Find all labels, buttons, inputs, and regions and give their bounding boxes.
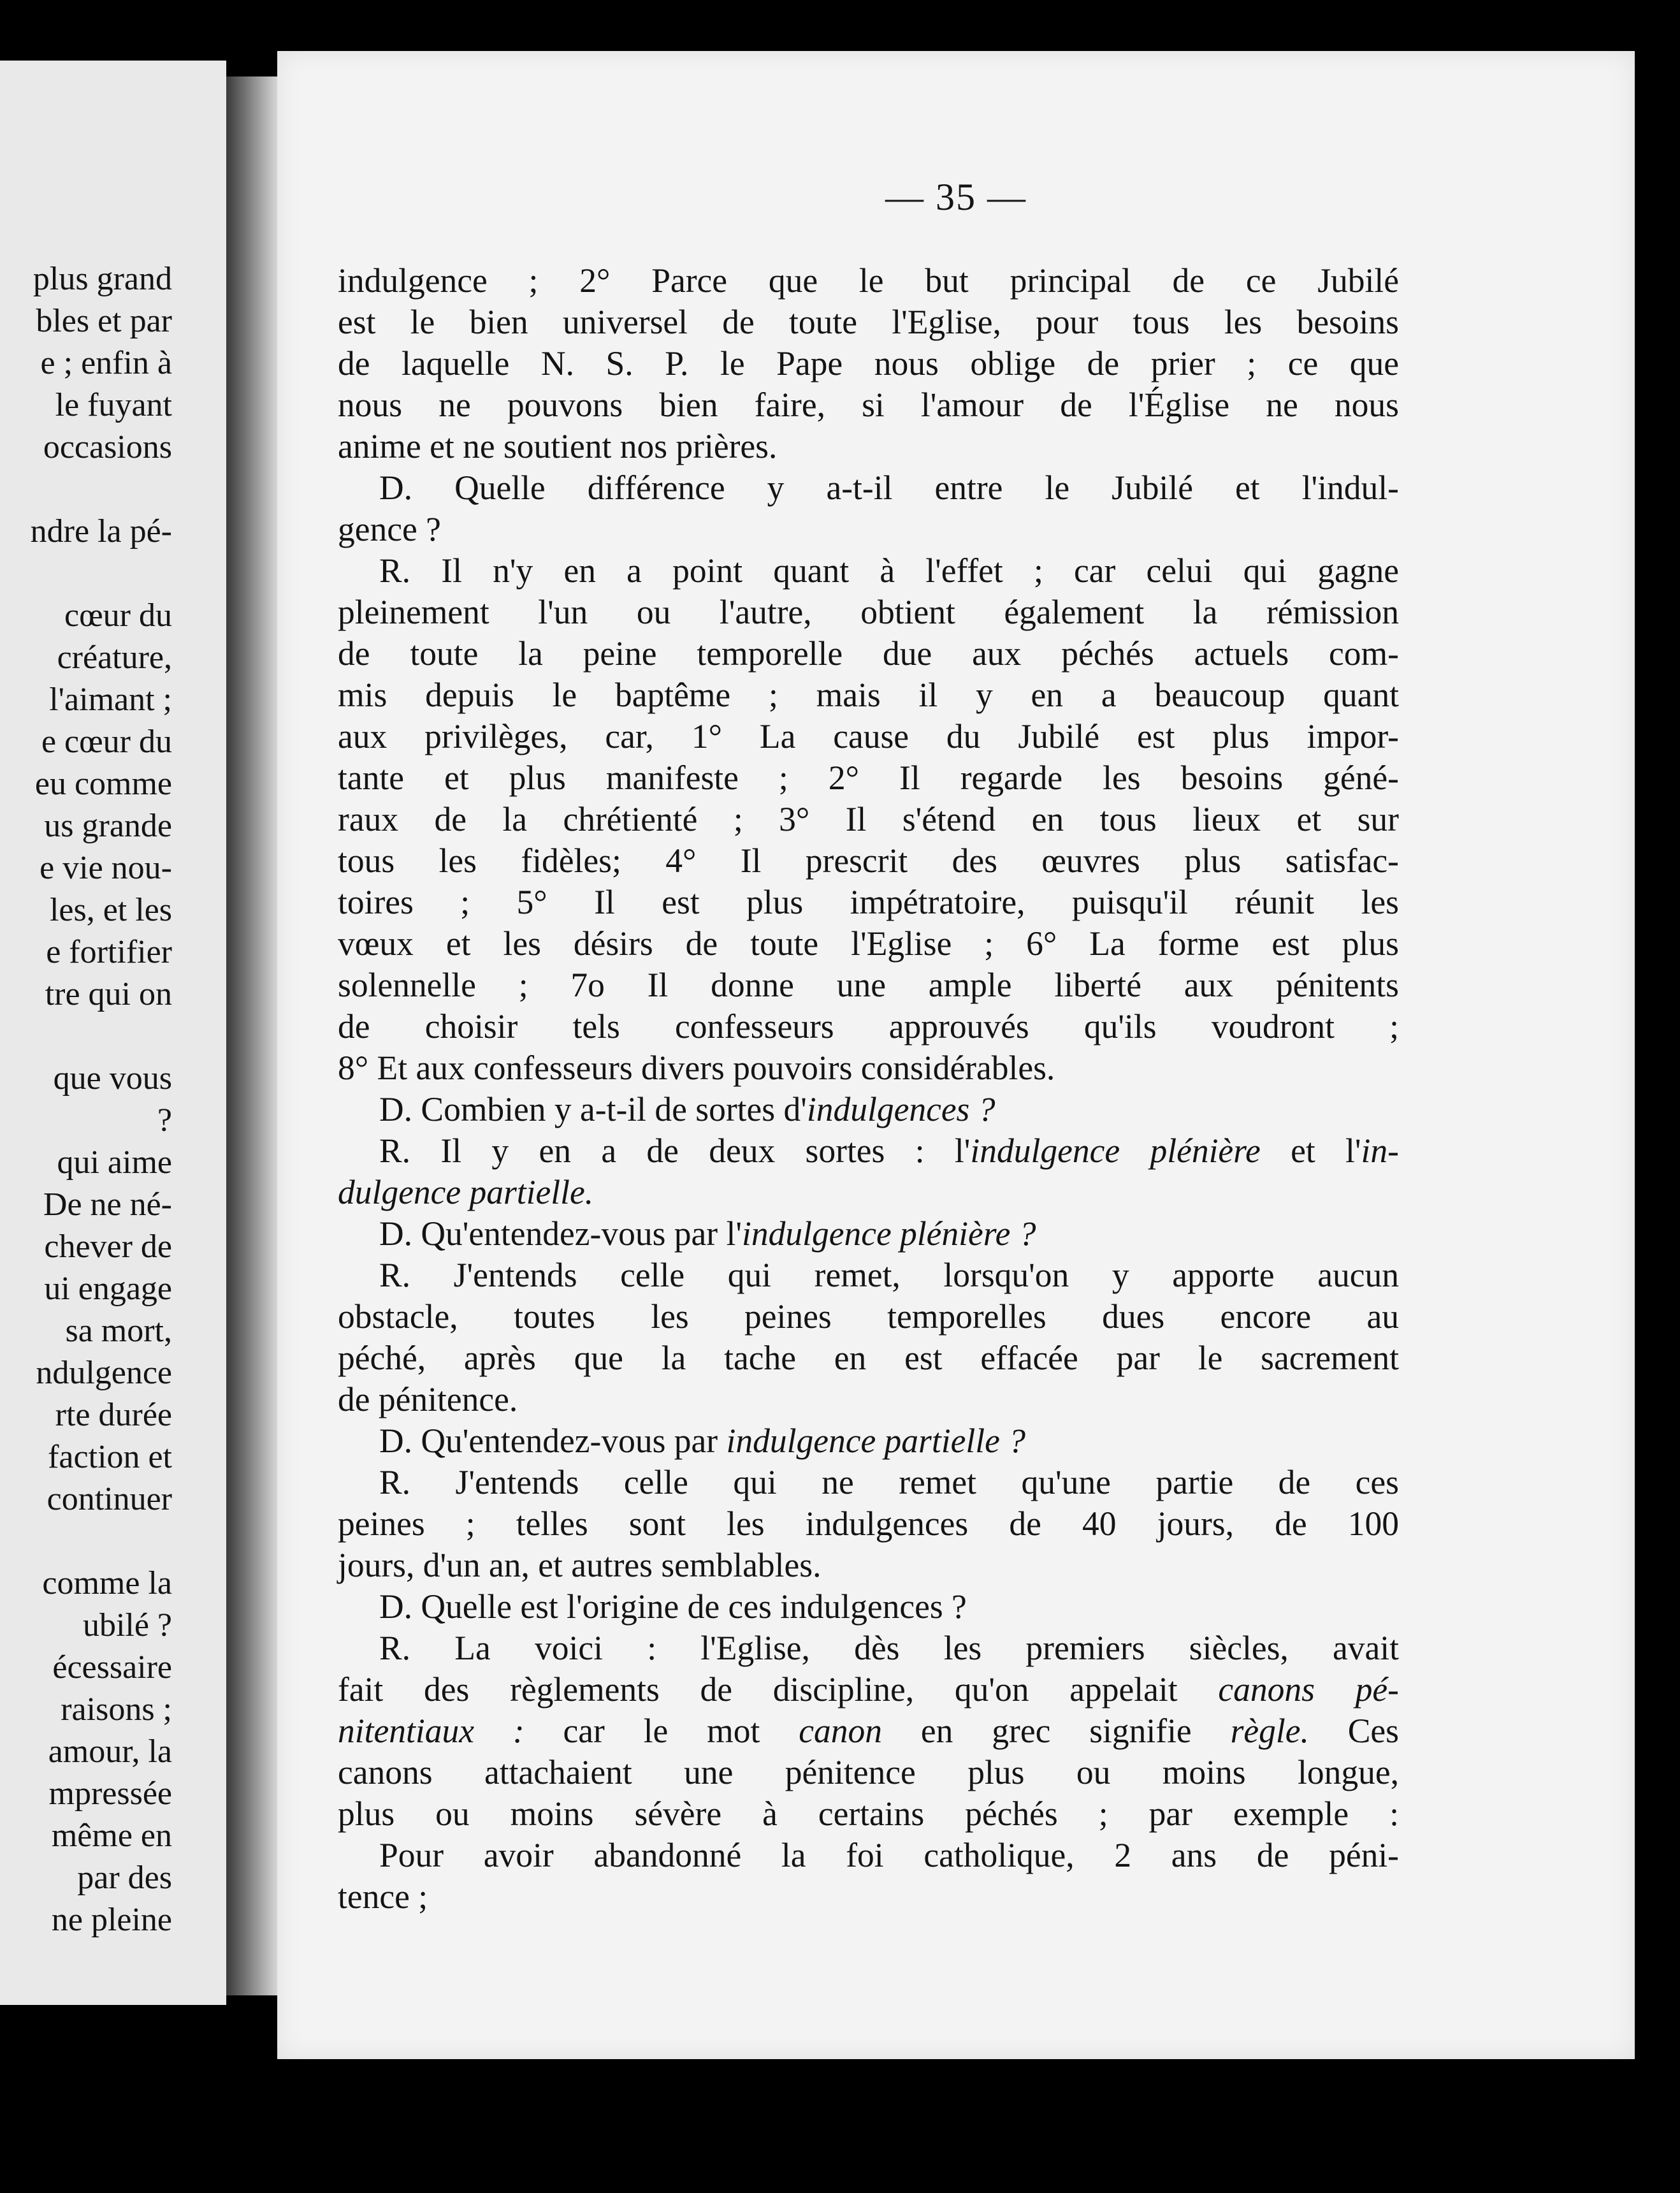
text-span: D. Qu'entendez-vous par l' (379, 1214, 742, 1253)
text-span: gence ? (338, 510, 441, 548)
text-span: D. Qu'entendez-vous par (379, 1422, 727, 1460)
text-line (338, 1130, 1399, 1172)
facing-page-line: ne pleine (51, 1902, 172, 1938)
text-span: anime et ne soutient nos prières. (338, 427, 778, 465)
facing-page-line: bles et par (36, 303, 172, 339)
text-span: toires ; 5° Il est plus impétratoire, puisqu'il réunit les (338, 883, 1399, 921)
facing-page-line: rte durée (55, 1397, 172, 1433)
text-span: R. J'entends celle qui remet, lorsqu'on y apporte aucun (379, 1256, 1399, 1294)
text-line (338, 1172, 1399, 1213)
facing-page-line: e ; enfin à (40, 345, 172, 381)
text-line (338, 1710, 1399, 1752)
text-span: mis depuis le baptême ; mais il y en a beaucoup quant (338, 676, 1399, 714)
text-span: R. La voici : l'Eglise, dès les premiers siècles, avait (379, 1629, 1399, 1667)
text-line (338, 1420, 1399, 1462)
text-span: péché, après que la tache en est effacée par le sacrement (338, 1339, 1399, 1377)
text-line (338, 426, 1399, 467)
text-line (338, 1296, 1399, 1337)
text-line (338, 1379, 1399, 1420)
text-line (338, 1793, 1399, 1835)
text-line (338, 467, 1399, 509)
text-line (338, 1752, 1399, 1793)
text-line (338, 1876, 1399, 1918)
body-text (338, 260, 1399, 1918)
facing-page (0, 61, 226, 2005)
text-line (338, 1669, 1399, 1710)
facing-page-line: tre qui on (45, 976, 172, 1012)
italic-text: indulgence partielle ? (726, 1422, 1025, 1460)
facing-page-line: e fortifier (46, 934, 172, 970)
text-line (338, 1628, 1399, 1669)
text-line (338, 1586, 1399, 1628)
facing-page-line: mpressée (48, 1775, 172, 1812)
facing-page-line (0, 1016, 172, 1058)
facing-page-line: e cœur du (41, 724, 172, 760)
italic-text: indulgences ? (806, 1090, 996, 1128)
facing-page-line: raisons ; (61, 1691, 172, 1728)
italic-text: in- (1361, 1132, 1399, 1170)
text-span: tous les fidèles; 4° Il prescrit des œuvres plus satisfac- (338, 841, 1399, 880)
italic-text: indulgence plénière (970, 1132, 1261, 1170)
text-span: de pénitence. (338, 1380, 518, 1418)
facing-page-line: plus grand (33, 261, 172, 297)
facing-page-line: les, et les (49, 892, 172, 928)
text-span: 8° Et aux confesseurs divers pouvoirs considérables. (338, 1049, 1055, 1087)
text-span: peines ; telles sont les indulgences de 40 jours, de 100 (338, 1504, 1399, 1543)
facing-page-line: par des (77, 1860, 172, 1896)
facing-page-line: us grande (44, 808, 172, 844)
text-line (338, 1089, 1399, 1130)
facing-page-line: De ne né- (43, 1186, 172, 1223)
italic-text: règle. (1230, 1712, 1309, 1750)
text-line (338, 1835, 1399, 1876)
facing-page-line: l'aimant ; (49, 681, 172, 718)
facing-page-line: continuer (47, 1481, 172, 1517)
text-line (338, 1006, 1399, 1047)
facing-page-line: e vie nou- (40, 850, 172, 886)
text-span: R. Il y en a de deux sortes : l' (379, 1132, 971, 1170)
text-line (338, 965, 1399, 1006)
italic-text: canons pé- (1218, 1670, 1399, 1708)
text-span: Ces (1308, 1712, 1399, 1750)
page (277, 51, 1635, 2059)
text-span: raux de la chrétienté ; 3° Il s'étend en tous lieux et sur (338, 800, 1399, 838)
text-span: car le mot (524, 1712, 799, 1750)
text-span: et l' (1260, 1132, 1361, 1170)
facing-page-line: ndulgence (36, 1355, 172, 1391)
facing-page-line: ui engage (44, 1271, 172, 1307)
text-span: en grec signifie (882, 1712, 1231, 1750)
text-span: tante et plus manifeste ; 2° Il regarde les besoins géné- (338, 759, 1399, 797)
text-span: de laquelle N. S. P. le Pape nous oblige de prier ; ce que (338, 344, 1399, 382)
text-line (338, 1462, 1399, 1503)
page-number: — 35 — (885, 176, 1027, 218)
text-span: de choisir tels confesseurs approuvés qu'ils voudront ; (338, 1007, 1399, 1046)
text-line (338, 550, 1399, 592)
text-line (338, 1047, 1399, 1089)
text-span: fait des règlements de discipline, qu'on appelait (338, 1670, 1219, 1708)
facing-page-line: le fuyant (55, 387, 172, 423)
italic-text: canon (799, 1712, 883, 1750)
text-span: R. J'entends celle qui ne remet qu'une partie de ces (379, 1463, 1399, 1501)
text-span: de toute la peine temporelle due aux péchés actuels com- (338, 634, 1399, 673)
text-span: aux privilèges, car, 1° La cause du Jubilé est plus impor- (338, 717, 1399, 755)
facing-page-line: occasions (43, 429, 172, 465)
text-line (338, 840, 1399, 882)
text-span: plus ou moins sévère à certains péchés ; par exemple : (338, 1795, 1399, 1833)
facing-page-line: ndre la pé- (30, 513, 172, 550)
facing-page-line: cœur du (64, 597, 172, 634)
facing-page-line: écessaire (52, 1649, 172, 1686)
text-span: D. Combien y a-t-il de sortes d' (379, 1090, 807, 1128)
text-line (338, 1503, 1399, 1545)
text-line (338, 509, 1399, 550)
text-span: D. Quelle est l'origine de ces indulgences ? (379, 1587, 967, 1626)
text-span: tence ; (338, 1877, 428, 1916)
facing-page-line: sa mort, (65, 1313, 172, 1349)
text-line (338, 592, 1399, 633)
facing-page-line: qui aime (57, 1144, 172, 1181)
facing-page-line: ubilé ? (82, 1607, 172, 1643)
text-span: solennelle ; 7o Il donne une ample liberté aux pénitents (338, 966, 1399, 1004)
facing-page-line: créature, (57, 639, 172, 676)
facing-page-line: ? (157, 1102, 172, 1139)
text-line (338, 923, 1399, 965)
text-line (338, 882, 1399, 923)
facing-page-line: que vous (53, 1060, 172, 1096)
text-span: nous ne pouvons bien faire, si l'amour de l'Église ne nous (338, 386, 1399, 424)
text-span: canons attachaient une pénitence plus ou moins longue, (338, 1753, 1399, 1791)
text-span: jours, d'un an, et autres semblables. (338, 1546, 822, 1584)
text-line (338, 633, 1399, 674)
text-span: D. Quelle différence y a-t-il entre le Jubilé et l'indul- (379, 469, 1399, 507)
text-span: Pour avoir abandonné la foi catholique, 2 ans de péni- (379, 1836, 1399, 1874)
italic-text: nitentiaux : (338, 1712, 525, 1750)
italic-text: dulgence partielle. (338, 1173, 594, 1211)
text-span: indulgence ; 2° Parce que le but principal de ce Jubilé (338, 261, 1399, 300)
text-line (338, 757, 1399, 799)
text-span: est le bien universel de toute l'Eglise, pour tous les besoins (338, 303, 1399, 341)
facing-page-line: faction et (48, 1439, 172, 1475)
text-line (338, 1545, 1399, 1586)
text-line (338, 716, 1399, 757)
text-line (338, 1337, 1399, 1379)
italic-text: indulgence plénière ? (741, 1214, 1036, 1253)
text-line (338, 384, 1399, 426)
text-span: obstacle, toutes les peines temporelles dues encore au (338, 1297, 1399, 1336)
text-line (338, 260, 1399, 302)
text-line (338, 302, 1399, 343)
facing-page-line: comme la (42, 1565, 172, 1601)
text-span: R. Il n'y en a point quant à l'effet ; car celui qui gagne (379, 551, 1399, 590)
text-line (338, 674, 1399, 716)
facing-page-line: chever de (44, 1228, 172, 1265)
facing-page-line: eu comme (34, 766, 172, 802)
facing-page-line: amour, la (48, 1733, 172, 1770)
facing-page-line (0, 1520, 172, 1563)
facing-page-text (0, 258, 172, 1941)
text-line (338, 1213, 1399, 1255)
text-line (338, 343, 1399, 384)
facing-page-line (0, 469, 172, 511)
text-span: pleinement l'un ou l'autre, obtient également la rémission (338, 593, 1399, 631)
facing-page-line: même en (51, 1818, 172, 1854)
text-line (338, 799, 1399, 840)
text-line (338, 1255, 1399, 1296)
facing-page-line (0, 553, 172, 595)
book-gutter (226, 76, 277, 1995)
text-span: vœux et les désirs de toute l'Eglise ; 6° La forme est plus (338, 924, 1399, 963)
